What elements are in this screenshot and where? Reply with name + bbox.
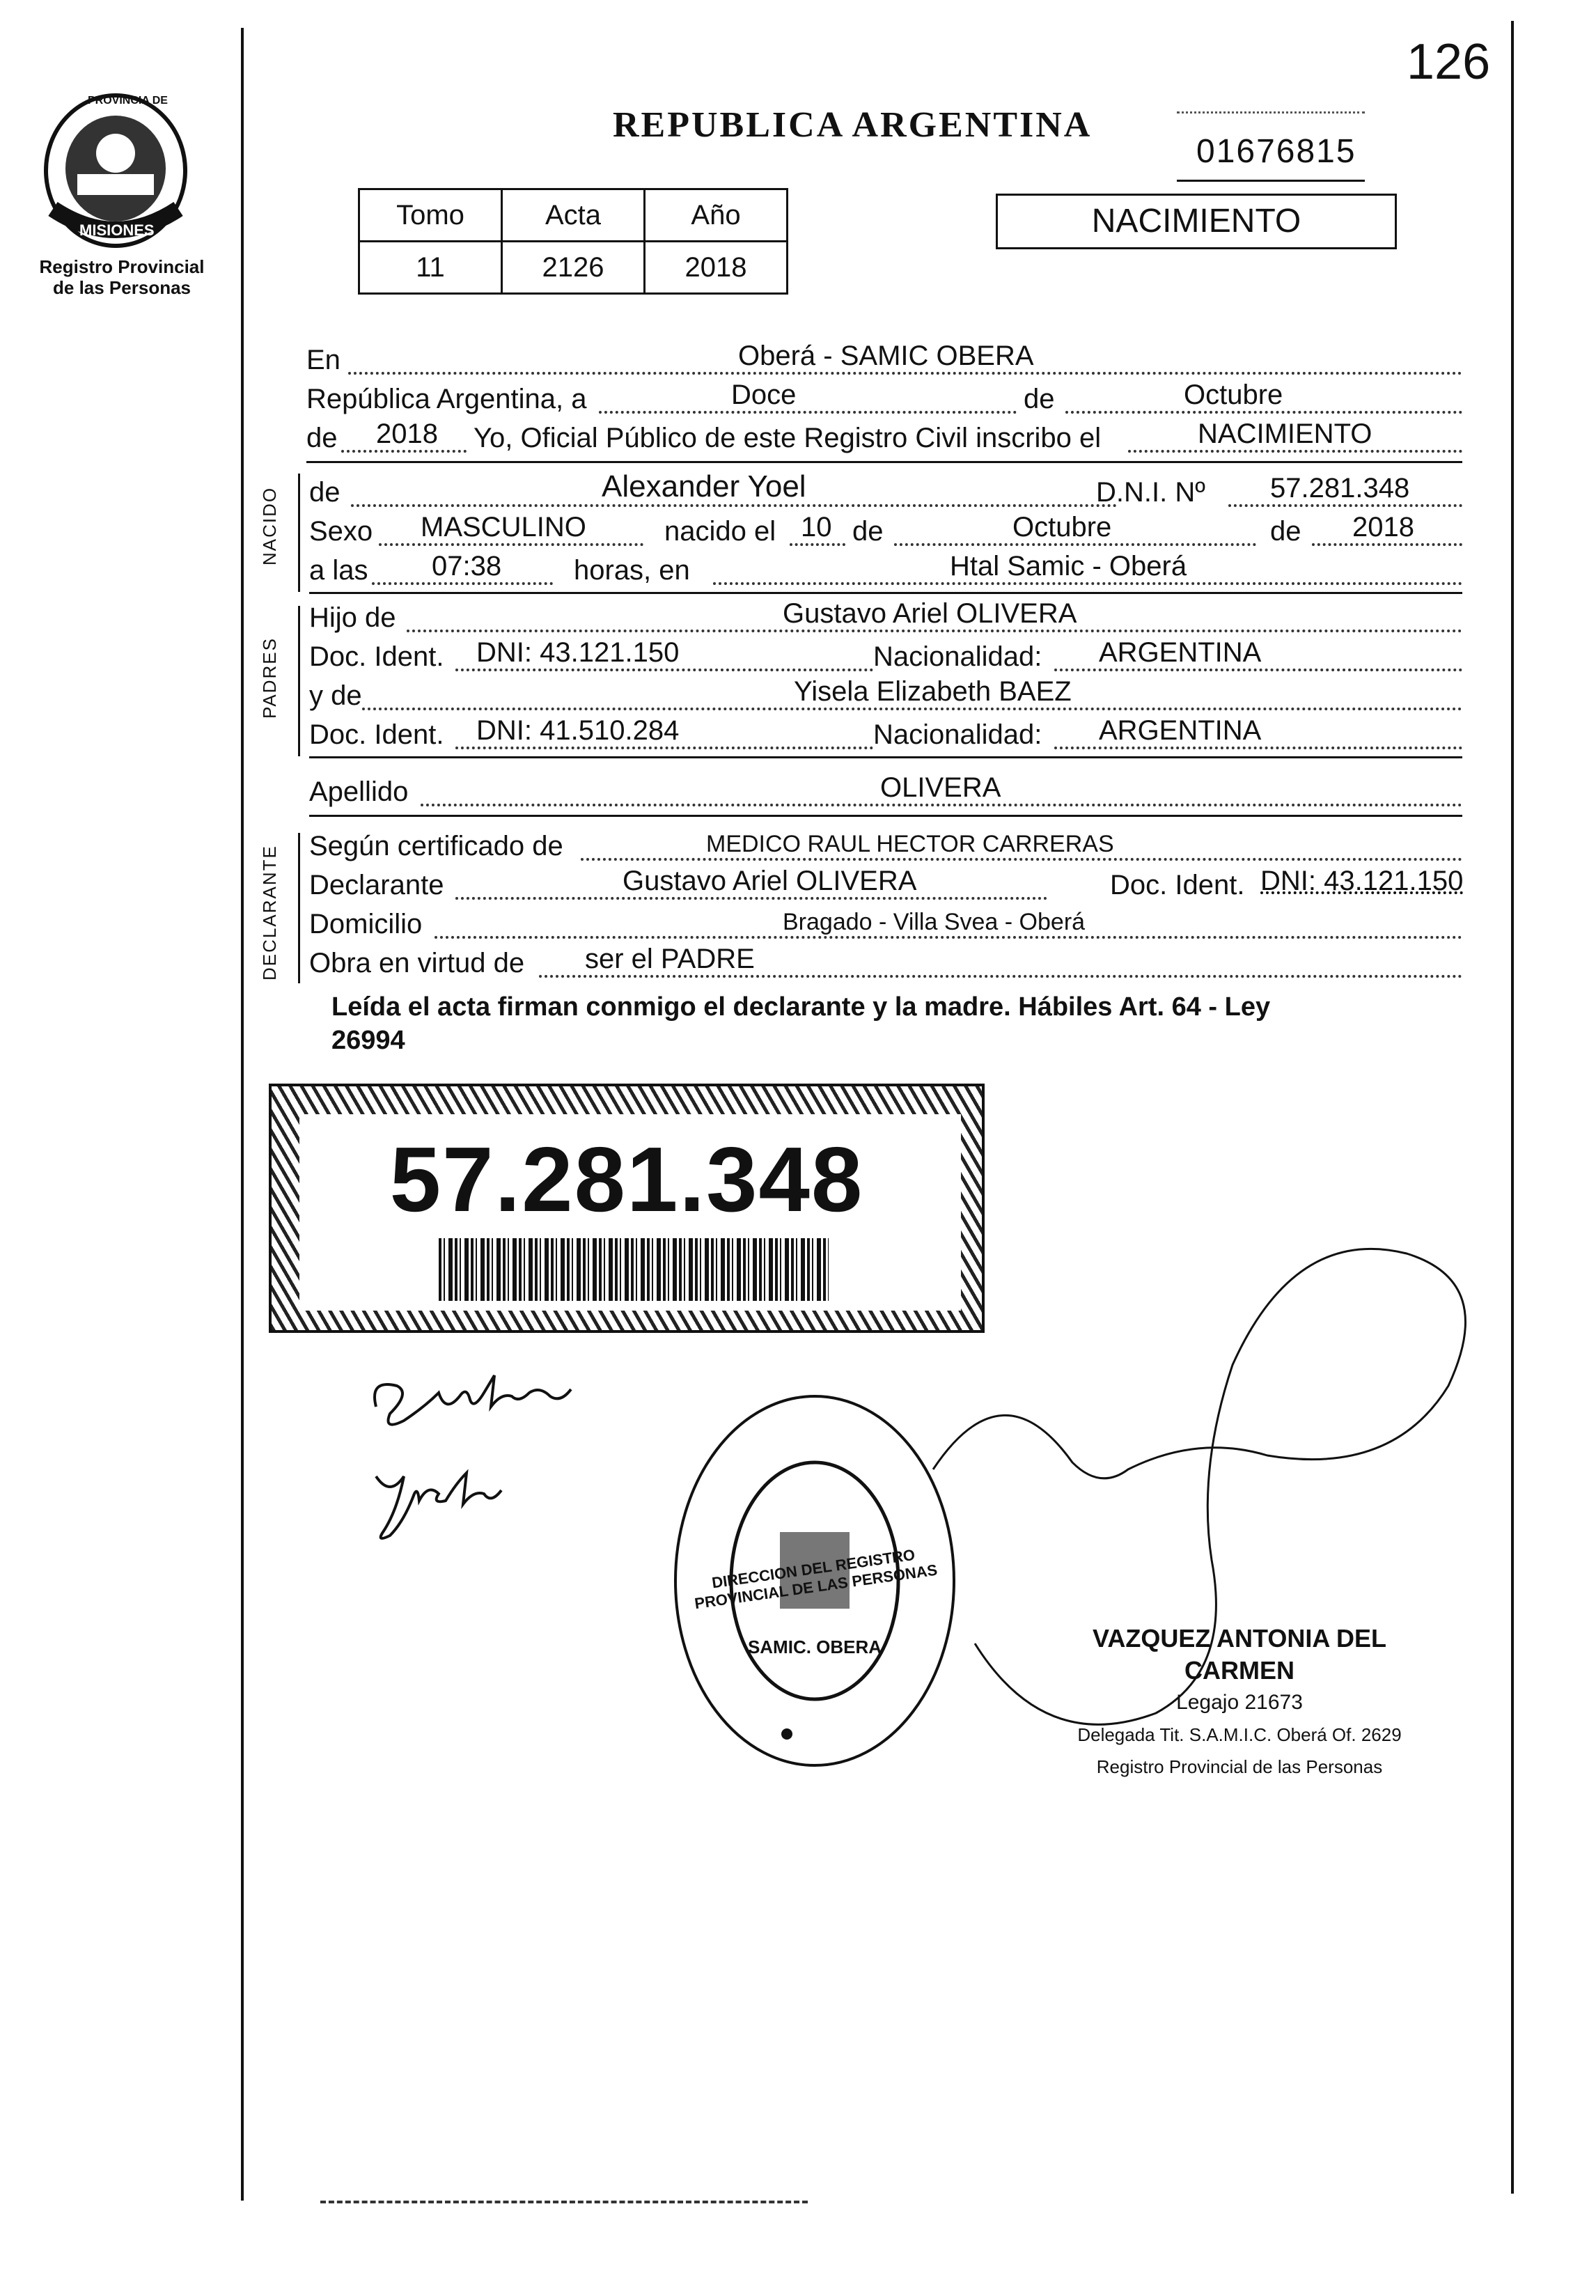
record-type: NACIMIENTO [1091, 203, 1301, 240]
dni-label: D.N.I. Nº [1096, 477, 1205, 508]
obra-value: ser el PADRE [585, 944, 755, 974]
obra-dots [539, 975, 1462, 978]
value-acta: 2126 [502, 242, 645, 294]
province-seal [39, 91, 192, 251]
child-dni: 57.281.348 [1270, 473, 1410, 503]
record-type-box [996, 194, 1397, 249]
father-nat-dots [1054, 669, 1462, 671]
serial-underline [1177, 180, 1365, 182]
mother-nationality: ARGENTINA [1099, 715, 1262, 746]
yo-label: Yo, Oficial Público de este Registro Civil inscribo el [474, 423, 1102, 453]
official-block [1045, 1623, 1434, 1783]
sexo-dots [379, 543, 643, 546]
hijo-label: Hijo de [309, 602, 396, 633]
de-label: de [1024, 384, 1055, 414]
mother-nat-dots [1054, 747, 1462, 749]
seal-text-top: PROVINCIA DE [88, 95, 168, 107]
birth-year-dots [1312, 543, 1462, 546]
en-value: Oberá - SAMIC OBERA [738, 341, 1034, 371]
registry-caption [28, 256, 216, 298]
padres-bracket [298, 606, 300, 756]
birth-month-dots [894, 543, 1256, 546]
padres-block [309, 599, 1462, 766]
right-margin-line [1511, 21, 1514, 2194]
father-doc-dots [455, 669, 873, 671]
nacido-bracket [298, 474, 300, 592]
country-title: REPUBLICA ARGENTINA [613, 105, 1093, 145]
closing-line-2: 26994 [331, 1026, 405, 1055]
father-nat-label: Nacionalidad: [873, 641, 1042, 672]
nacido-block [309, 469, 1462, 596]
closing-line-1: Leída el acta firman conmigo el declarante y la madre. Hábiles Art. 64 - Ley [331, 992, 1271, 1022]
name-dots [351, 504, 1117, 507]
value-tomo: 11 [359, 242, 502, 294]
apellido-label: Apellido [309, 776, 409, 807]
apellido-dots [421, 804, 1462, 806]
decl-doc-label: Doc. Ident. [1110, 870, 1245, 900]
child-name: Alexander Yoel [602, 469, 806, 503]
birth-de-label-2: de [1270, 516, 1301, 547]
mother-dots [362, 708, 1462, 710]
birth-day-dots [790, 543, 845, 546]
place-dots [713, 582, 1462, 585]
sexo-label: Sexo [309, 516, 373, 547]
dom-dots [435, 936, 1462, 939]
birth-time: 07:38 [432, 551, 502, 581]
yde-label: y de [309, 680, 362, 711]
father-doc-label: Doc. Ident. [309, 641, 444, 672]
registry-table [358, 188, 788, 295]
bottom-scan-mark [320, 2201, 808, 2203]
horas-label: horas, en [574, 555, 690, 586]
mother-nat-label: Nacionalidad: [873, 719, 1042, 750]
birth-de-label: de [852, 516, 884, 547]
apellido-block [309, 773, 1462, 823]
decl-value: Gustavo Ariel OLIVERA [623, 866, 917, 896]
official-office: Registro Provincial de las Personas [1096, 1756, 1383, 1777]
en-dots [348, 372, 1462, 375]
alas-label: a las [309, 555, 368, 586]
header-acta: Acta [502, 189, 645, 242]
registry-caption-line1: Registro Provincial [39, 256, 205, 277]
decl-label: Declarante [309, 870, 444, 900]
signature-mother [362, 1455, 515, 1549]
official-legajo: Legajo 21673 [1176, 1691, 1303, 1714]
seal-text-bottom: MISIONES [79, 221, 155, 239]
father-dots [407, 630, 1462, 632]
intro-rule [306, 461, 1462, 463]
time-dots [372, 582, 553, 585]
father-nationality: ARGENTINA [1099, 637, 1262, 668]
birth-place: Htal Samic - Oberá [950, 551, 1187, 581]
declarante-bracket [298, 833, 300, 983]
month-dots [1065, 411, 1462, 414]
apellido-value: OLIVERA [880, 772, 1001, 803]
nacido-side-label: NACIDO [259, 486, 280, 565]
dom-value: Bragado - Villa Svea - Oberá [783, 909, 1086, 935]
decl-doc: DNI: 43.121.150 [1260, 866, 1464, 896]
day-dots [599, 411, 1017, 414]
stamp-inner-text: SAMIC. OBERA [747, 1637, 882, 1657]
id-number: 57.281.348 [389, 1128, 864, 1231]
dni-dots [1228, 504, 1462, 507]
mother-name: Yisela Elizabeth BAEZ [794, 676, 1072, 707]
header-anio: Año [645, 189, 788, 242]
declarante-block [309, 827, 1462, 987]
registry-caption-line2: de las Personas [53, 277, 191, 298]
en-label: En [306, 345, 341, 375]
barcode [439, 1238, 829, 1301]
mother-doc-label: Doc. Ident. [309, 719, 444, 750]
de2-label: de [306, 423, 338, 453]
value-anio: 2018 [645, 242, 788, 294]
padres-rule [309, 756, 1462, 758]
declarante-side-label: DECLARANTE [259, 845, 280, 981]
birth-month: Octubre [1012, 512, 1112, 542]
father-name: Gustavo Ariel OLIVERA [783, 598, 1077, 629]
page-number: 126 [1407, 34, 1491, 90]
inscribo-dots [1128, 450, 1462, 453]
obra-label: Obra en virtud de [309, 948, 525, 978]
official-name: VAZQUEZ ANTONIA DEL CARMEN [1093, 1624, 1386, 1685]
nacido-de-label: de [309, 477, 341, 508]
birth-day: 10 [801, 512, 832, 542]
decl-dots [455, 897, 1047, 900]
cert-dots [581, 858, 1462, 861]
signature-father [362, 1365, 585, 1445]
mother-doc-dots [455, 747, 873, 749]
cert-label: Según certificado de [309, 831, 563, 861]
father-doc: DNI: 43.121.150 [476, 637, 680, 668]
year-value: 2018 [376, 419, 438, 449]
cert-value: MEDICO RAUL HECTOR CARRERAS [706, 831, 1114, 857]
inscribo-value: NACIMIENTO [1198, 419, 1372, 449]
year-dots [341, 450, 467, 453]
dom-label: Domicilio [309, 909, 423, 939]
intro-block [306, 341, 1462, 474]
id-label [269, 1084, 985, 1333]
nacido-rule [309, 592, 1462, 594]
closing-text [331, 990, 1473, 1057]
birth-year: 2018 [1352, 512, 1414, 542]
month-value: Octubre [1184, 380, 1283, 410]
republica-label: República Argentina, a [306, 384, 587, 414]
nacido-el-label: nacido el [664, 516, 776, 547]
mother-doc: DNI: 41.510.284 [476, 715, 680, 746]
stamp-ring-text: DIRECCION DEL REGISTRO PROVINCIAL DE LAS PERSONAS [693, 1545, 939, 1613]
apellido-rule [309, 815, 1462, 817]
left-margin-line [241, 28, 244, 2201]
serial-number: 01676815 [1196, 133, 1356, 170]
day-value: Doce [731, 380, 797, 410]
sexo-value: MASCULINO [421, 512, 586, 542]
official-role: Delegada Tit. S.A.M.I.C. Oberá Of. 2629 [1077, 1724, 1402, 1745]
serial-topline [1177, 111, 1365, 114]
header-tomo: Tomo [359, 189, 502, 242]
padres-side-label: PADRES [259, 637, 280, 719]
